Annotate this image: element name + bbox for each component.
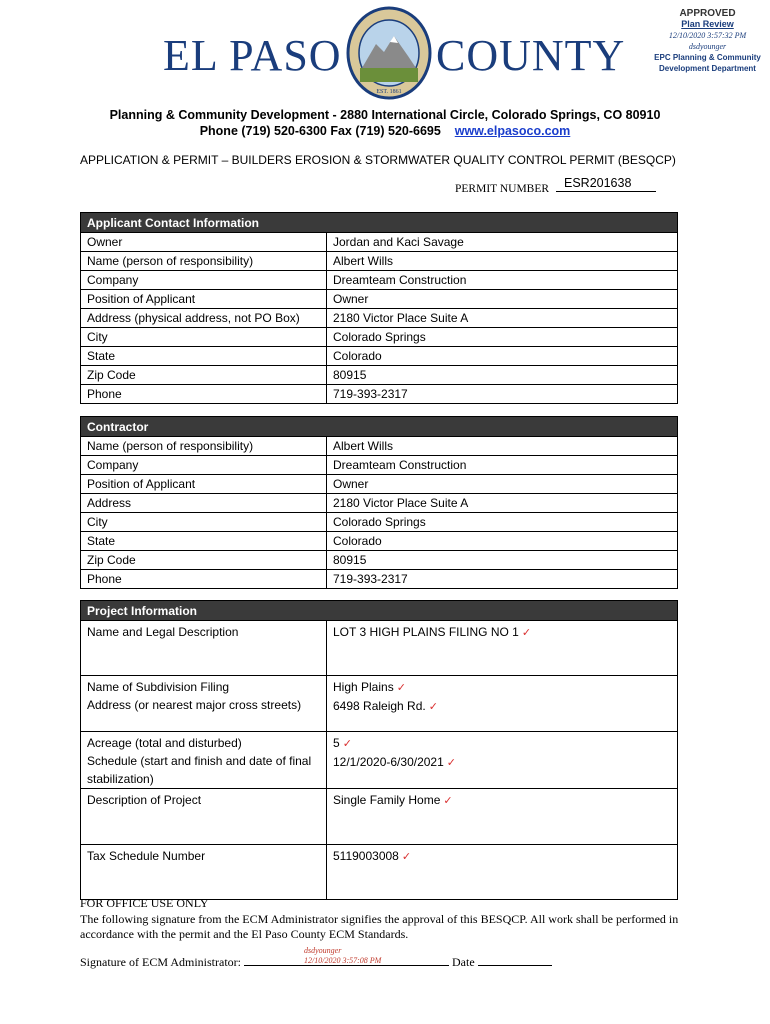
tax-label: Tax Schedule Number (81, 845, 327, 900)
county-logo-left: EL PASO (163, 31, 342, 80)
table-row: State Colorado (81, 347, 678, 366)
table-row: Company Dreamteam Construction (81, 456, 678, 475)
signature-line (80, 955, 552, 970)
check-mark-icon: ✓ (446, 757, 456, 769)
signature-label: Signature of ECM Administrator: (80, 955, 241, 969)
table-row (81, 621, 678, 676)
county-logo-right: COUNTY (436, 31, 626, 80)
table-row: Address (physical address, not PO Box) 2180 Victor Place Suite A (81, 309, 678, 328)
table-row: Address 2180 Victor Place Suite A (81, 494, 678, 513)
sig-user: dsdyounger (304, 946, 342, 955)
form-title: APPLICATION & PERMIT – BUILDERS EROSION & STORMWATER QUALITY CONTROL PERMIT (BESQCP) (80, 153, 676, 167)
check-mark-icon: ✓ (342, 738, 352, 750)
schedule-value[interactable]: 12/1/2020-6/30/2021 (333, 755, 444, 769)
address-value[interactable]: 6498 Raleigh Rd. (333, 699, 426, 713)
date-field[interactable] (478, 955, 552, 966)
table-row (81, 676, 678, 732)
table-row: Zip Code 80915 (81, 551, 678, 570)
permit-number-field (455, 176, 656, 195)
signature-field[interactable] (244, 955, 449, 966)
table-row: Position of Applicant Owner (81, 290, 678, 309)
permit-number-label: PERMIT NUMBER (455, 183, 550, 195)
project-heading: Project Information (81, 601, 678, 621)
table-row: Phone 719-393-2317 (81, 385, 678, 404)
legal-value[interactable]: LOT 3 HIGH PLAINS FILING NO 1 (333, 625, 519, 639)
legal-label: Name and Legal Description (81, 621, 327, 676)
office-use-section (80, 896, 720, 943)
office-heading: FOR OFFICE USE ONLY (80, 896, 209, 910)
address-line-1: Planning & Community Development - 2880 International Circle, Colorado Springs, CO 80910 (109, 108, 661, 122)
table-row: Name (person of responsibility) Albert Wills (81, 252, 678, 271)
table-row: Phone 719-393-2317 (81, 570, 678, 589)
subdivision-label: Name of Subdivision Filing (87, 680, 230, 694)
description-label: Description of Project (81, 789, 327, 845)
acreage-label: Acreage (total and disturbed) (87, 736, 242, 750)
table-row: Zip Code 80915 (81, 366, 678, 385)
website-link[interactable]: www.elpasoco.com (454, 124, 571, 138)
county-seal-icon (346, 6, 432, 100)
subdivision-value[interactable]: High Plains (333, 680, 394, 694)
applicant-heading: Applicant Contact Information (81, 213, 678, 233)
stamp-type: Plan Review (681, 19, 734, 29)
acreage-value[interactable]: 5 (333, 736, 340, 750)
sig-datetime: 12/10/2020 3:57:08 PM (304, 956, 382, 965)
check-mark-icon: ✓ (521, 627, 532, 639)
phone-fax: Phone (719) 520-6300 Fax (719) 520-6695 (199, 124, 441, 138)
check-mark-icon: ✓ (443, 795, 453, 807)
table-row: Name (person of responsibility) Albert Wills (81, 437, 678, 456)
check-mark-icon: ✓ (401, 851, 412, 863)
table-row: Position of Applicant Owner (81, 475, 678, 494)
contractor-table (80, 416, 678, 589)
table-row: State Colorado (81, 532, 678, 551)
tax-value[interactable]: 5119003008 (333, 849, 399, 863)
description-value[interactable]: Single Family Home (333, 793, 441, 807)
table-row: Owner Jordan and Kaci Savage (81, 233, 678, 252)
applicant-table (80, 212, 678, 404)
table-row (81, 789, 678, 845)
table-row: City Colorado Springs (81, 328, 678, 347)
office-text: The following signature from the ECM Administrator signifies the approval of this BESQCP. All work shall be performed in accordance with the permit and the El Paso County ECM Standards. (80, 911, 679, 941)
contact-line (0, 124, 770, 138)
date-label: Date (452, 955, 475, 969)
table-row (81, 732, 678, 789)
stamp-user: dsdyounger (688, 42, 727, 51)
table-row (81, 845, 678, 900)
seal-est-label: EST. 1861 (376, 89, 402, 95)
stamp-dept-line2: Development Department (659, 64, 756, 73)
stamp-datetime: 12/10/2020 3:57:32 PM (668, 31, 747, 40)
check-mark-icon: ✓ (428, 701, 438, 713)
table-row: City Colorado Springs (81, 513, 678, 532)
table-row: Company Dreamteam Construction (81, 271, 678, 290)
schedule-label: Schedule (start and finish and date of final stabilization) (87, 754, 312, 786)
check-mark-icon: ✓ (396, 682, 406, 694)
approval-stamp (650, 8, 765, 74)
address-label: Address (or nearest major cross streets) (87, 698, 302, 712)
stamp-status: APPROVED (679, 8, 736, 19)
contractor-heading: Contractor (81, 417, 678, 437)
project-table (80, 600, 678, 900)
permit-number-value[interactable]: ESR201638 (564, 176, 632, 190)
stamp-dept-line1: EPC Planning & Community (654, 53, 761, 62)
